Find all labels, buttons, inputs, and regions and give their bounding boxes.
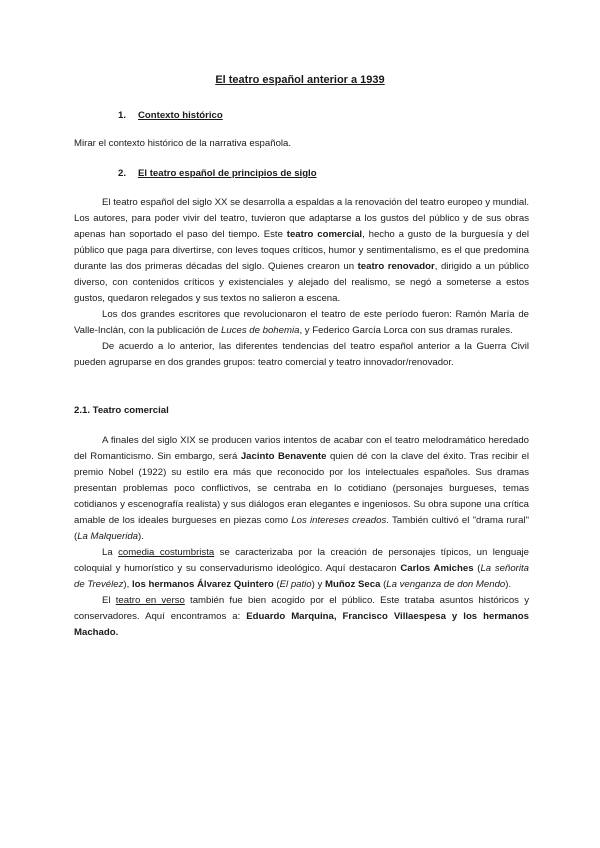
section-1-title: Contexto histórico (138, 110, 223, 121)
italic-run: El patio (279, 579, 312, 590)
italic-run: La señorita de Trevélez (74, 563, 529, 590)
text-run: . También cultivó el "drama rural" ( (74, 515, 530, 542)
text-run: ), (123, 579, 132, 590)
text-run: quien dé con la clave del éxito. Tras recibir el premio Nobel (1922) su estilo era más que reconocido por los intelectuales españoles. Sus dramas presentan problemas poco conflictivos, se centraba en lo cotidiano (personajes burgueses, temas cotidianos y escenografía realista) y sus diálogos eran elegantes e ingeniosos. Su obra supone una crítica amable de los ideales burgueses en piezas como (74, 451, 529, 526)
text-run: ( (473, 563, 481, 574)
subsection-paragraph-2 (74, 545, 529, 593)
text-run: ). (138, 531, 144, 542)
section-2-body (74, 195, 529, 371)
emphasis-run: teatro comercial (286, 229, 363, 240)
emphasis-run: Muñoz Seca (324, 579, 381, 590)
text-run: , hecho a gusto de la burguesía y del público que paga para divertirse, con leves toques críticos, humor y sentimentalismo, es el que predomina durante las dos primeras décadas del siglo. Quienes crearon un (74, 229, 529, 272)
italic-run: La Malquerida (77, 531, 139, 542)
text-run: A finales del siglo XIX se producen varios intentos de acabar con el teatro melodramático heredado del Romanticismo. Sin embargo, será (74, 435, 529, 462)
subsection-paragraph-3 (74, 593, 529, 641)
section-2-paragraph-1 (74, 195, 529, 307)
document-title: El teatro español anterior a 1939 (215, 74, 385, 86)
italic-run: La venganza de don Mendo (386, 579, 506, 590)
underlined-run: teatro en verso (115, 595, 185, 606)
section-2-title: El teatro español de principios de siglo (138, 168, 317, 179)
text-run: El teatro español del siglo XX se desarrolla a espaldas a la renovación del teatro europeo y mundial. Los autores, para poder vivir del teatro, tuvieron que adaptarse a los gustos del público y de sus obras apenas han soportado el paso del tiempo. Este (74, 197, 529, 240)
section-2-number: 2. (118, 168, 127, 179)
section-2-heading (118, 166, 317, 182)
subsection-2-1-heading: 2.1. Teatro comercial (74, 405, 169, 416)
section-2-paragraph-3: De acuerdo a lo anterior, las diferentes tendencias del teatro español anterior a la Guerra Civil pueden agruparse en dos grandes grupos: teatro comercial y teatro innovador/renovador. (74, 341, 529, 368)
text-run: , dirigido a un público diverso, con contenidos críticos y existenciales y alejado del realismo, se negó a someterse a estos gustos, quedaron relegados y sus textos no salieron a escena. (74, 261, 529, 304)
italic-run: Luces de bohemia (221, 325, 300, 336)
section-2-paragraph-2 (74, 307, 529, 339)
text-run: El (102, 595, 116, 606)
text-run: Los dos grandes escritores que revolucionaron el teatro de este período fueron: Ramón María de Valle-Inclán, con la publicación de (74, 309, 529, 336)
section-1-body (74, 136, 529, 152)
subsection-paragraph-1 (74, 433, 529, 545)
section-1-heading (118, 108, 223, 124)
section-1-number: 1. (118, 110, 127, 121)
text-run: ). (505, 579, 512, 590)
emphasis-run: Jacinto Benavente (240, 451, 327, 462)
section-1-text: Mirar el contexto histórico de la narrativa española. (74, 138, 292, 149)
text-run: ) y (311, 579, 325, 590)
emphasis-run: teatro renovador (357, 261, 435, 272)
italic-run: Los intereses creados (291, 515, 387, 526)
subsection-2-1-body (74, 433, 529, 641)
text-run: también fue bien acogido por el público. Este trataba asuntos históricos y conservadores. Aquí encontramos a: (74, 595, 529, 622)
text-run: ( (273, 579, 280, 590)
text-run: ( (380, 579, 387, 590)
text-run: se caracterizaba por la creación de personajes típicos, un lenguaje coloquial y humorístico y su conservadurismo ideológico. Aquí destacaron (74, 547, 530, 574)
text-run: , y Federico García Lorca con sus dramas rurales. (299, 325, 513, 336)
emphasis-run: los hermanos Álvarez Quintero (131, 579, 274, 590)
emphasis-run: Carlos Amiches (400, 563, 474, 574)
text-run: La (102, 547, 119, 558)
underlined-run: comedia costumbrista (118, 547, 215, 558)
emphasis-run: Eduardo Marquina, Francisco Villaespesa y los hermanos Machado. (74, 611, 529, 638)
